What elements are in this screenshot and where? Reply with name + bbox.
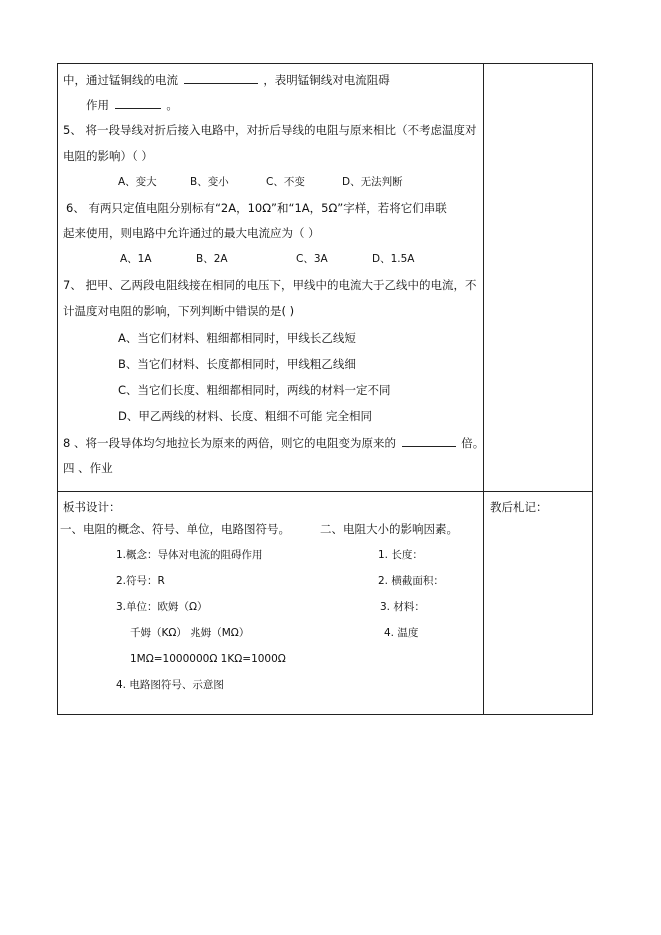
board-left-item-2: 2.符号：R bbox=[116, 575, 165, 587]
board-right-item-1: 1. 长度： bbox=[378, 549, 423, 561]
board-left-item-4: 千姆（KΩ） 兆姆（MΩ） bbox=[130, 627, 250, 639]
board-left-item-5: 1MΩ=1000000Ω 1KΩ=1000Ω bbox=[130, 653, 286, 665]
q5-option-b: B、变小 bbox=[190, 176, 229, 188]
q7-option-b: B、当它们材料、长度都相同时，甲线粗乙线细 bbox=[118, 357, 356, 371]
board-title-1: 一、电阻的概念、符号、单位，电路图符号。 bbox=[60, 522, 290, 536]
board-title-2: 二、电阻大小的影响因素。 bbox=[320, 522, 458, 536]
board-design-heading: 板书设计： bbox=[63, 500, 121, 514]
section-four-heading: 四 、作业 bbox=[63, 461, 113, 475]
table-column-divider bbox=[483, 63, 484, 715]
board-left-item-3: 3.单位：欧姆（Ω） bbox=[116, 601, 208, 613]
table-row-divider bbox=[57, 491, 593, 492]
question-8-suffix: 倍。 bbox=[461, 436, 485, 450]
fill-blank bbox=[115, 97, 161, 109]
q7-option-a: A、当它们材料、粗细都相同时，甲线长乙线短 bbox=[118, 331, 356, 345]
q5-option-c: C、不变 bbox=[266, 176, 305, 188]
table-right-border bbox=[592, 63, 593, 715]
q6-option-c: C、3A bbox=[296, 253, 328, 265]
continuation-text-c: 作用 bbox=[86, 98, 109, 112]
q5-option-d: D、无法判断 bbox=[342, 176, 403, 188]
teaching-notes-heading: 教后札记： bbox=[490, 500, 548, 514]
question-8 bbox=[63, 435, 484, 450]
q6-option-d: D、1.5A bbox=[372, 253, 415, 265]
q5-option-a: A、变大 bbox=[118, 176, 157, 188]
board-right-item-2: 2. 横截面积： bbox=[378, 575, 444, 587]
continuation-line-2 bbox=[86, 97, 178, 112]
continuation-text-b: ，表明锰铜线对电流阻碍 bbox=[263, 73, 390, 87]
question-6-line-2: 起来使用，则电路中允许通过的最大电流应为（ ） bbox=[63, 226, 320, 240]
question-7-line-2: 计温度对电阻的影响，下列判断中错误的是( ) bbox=[63, 304, 295, 318]
table-left-border bbox=[57, 63, 58, 715]
question-6-line-1: 6、 有两只定值电阻分别标有“2A，10Ω”和“1A，5Ω”字样，若将它们串联 bbox=[66, 201, 447, 215]
fill-blank bbox=[184, 72, 258, 84]
q6-option-a: A、1A bbox=[120, 253, 152, 265]
q7-option-d: D、甲乙两线的材料、长度、粗细不可能 完全相同 bbox=[118, 409, 373, 423]
board-right-item-4: 4. 温度 bbox=[384, 627, 419, 639]
q7-option-c: C、当它们长度、粗细都相同时，两线的材料一定不同 bbox=[118, 383, 391, 397]
board-right-item-3: 3. 材料： bbox=[380, 601, 425, 613]
fill-blank bbox=[402, 435, 456, 447]
table-bottom-border bbox=[57, 714, 593, 715]
continuation-line-1 bbox=[63, 72, 390, 87]
table-top-border bbox=[57, 63, 593, 64]
q6-option-b: B、2A bbox=[196, 253, 228, 265]
question-8-text: 8 、将一段导体均匀地拉长为原来的两倍，则它的电阻变为原来的 bbox=[63, 436, 396, 450]
board-left-item-1: 1.概念：导体对电流的阻碍作用 bbox=[116, 549, 263, 561]
continuation-text-d: 。 bbox=[166, 98, 178, 112]
board-left-item-6: 4. 电路图符号、示意图 bbox=[116, 679, 224, 691]
question-5-line-1: 5、 将一段导线对折后接入电路中，对折后导线的电阻与原来相比（不考虑温度对 bbox=[63, 123, 477, 137]
question-7-line-1: 7、 把甲、乙两段电阻线接在相同的电压下，甲线中的电流大于乙线中的电流，不 bbox=[63, 278, 477, 292]
question-5-line-2: 电阻的影响）（ ） bbox=[63, 149, 153, 163]
continuation-text-a: 中，通过锰铜线的电流 bbox=[63, 73, 178, 87]
